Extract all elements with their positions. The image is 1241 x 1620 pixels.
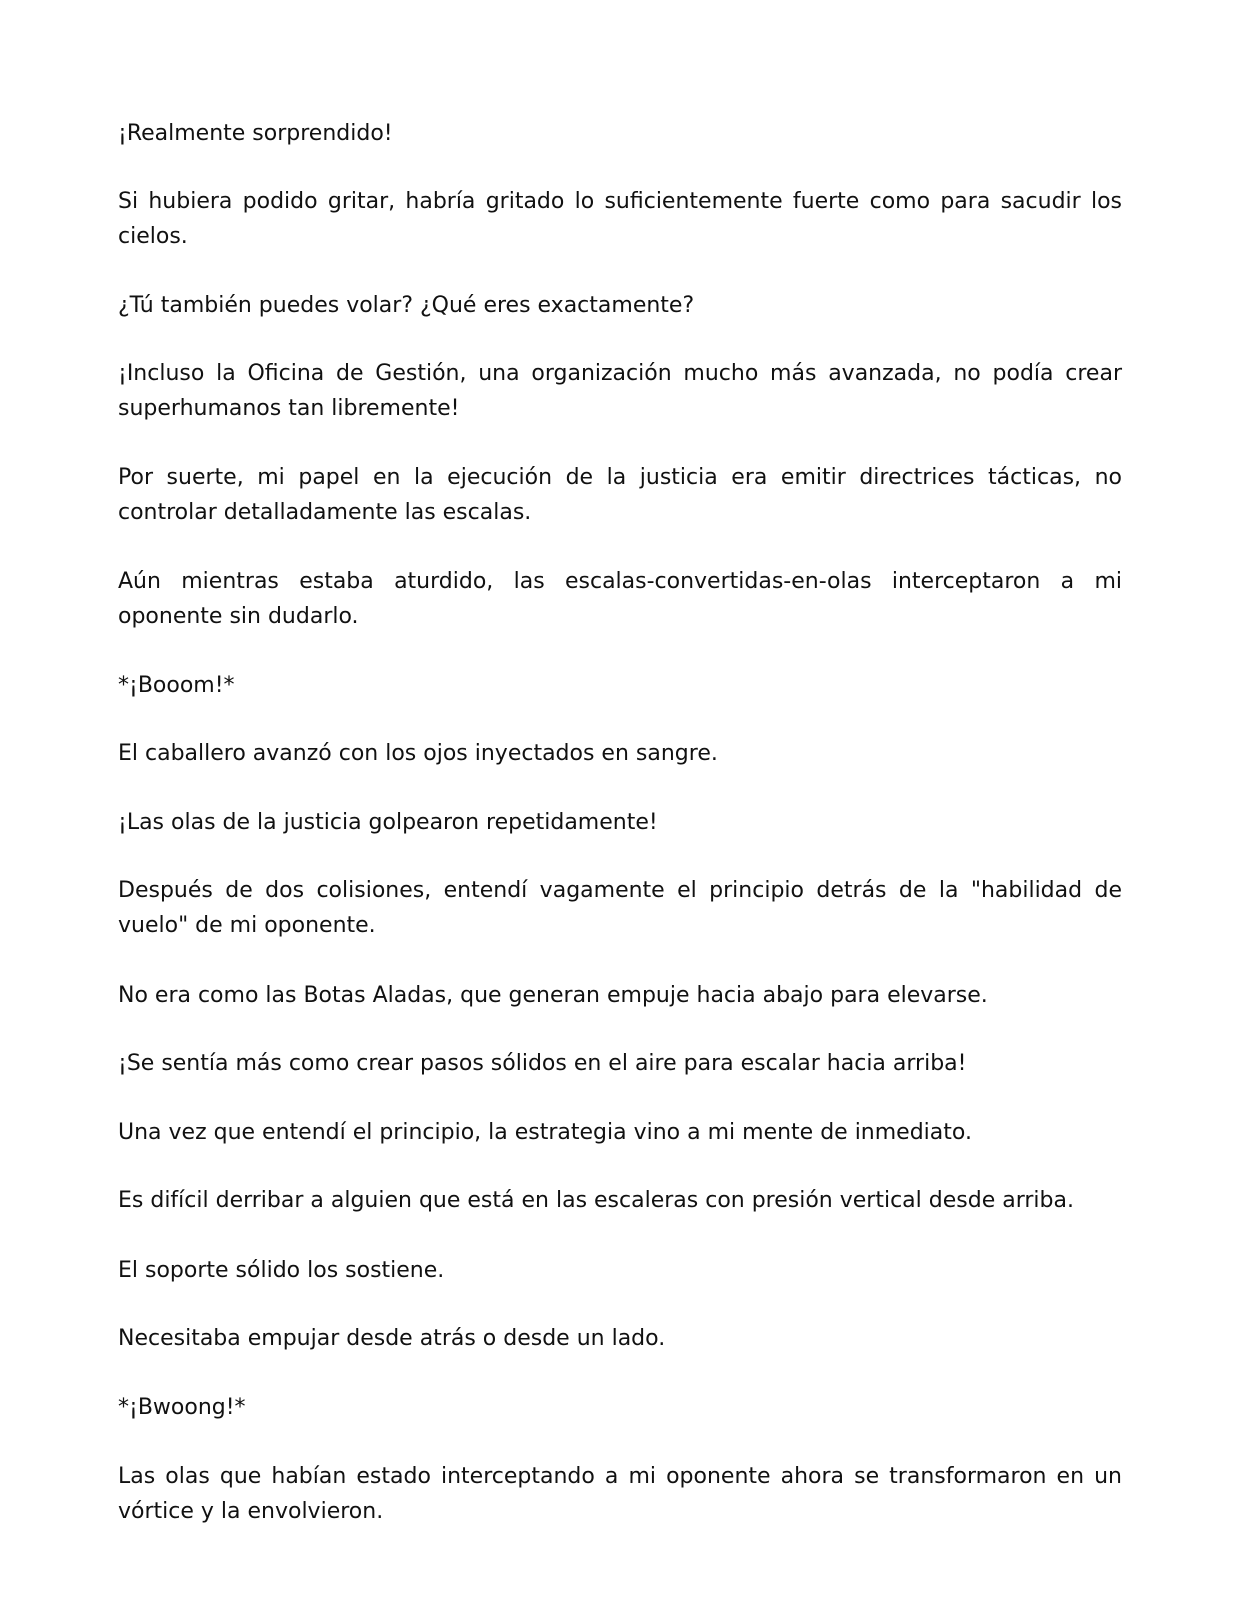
paragraph: ¡Se sentía más como crear pasos sólidos en el aire para escalar hacia arriba! [118,1051,967,1076]
paragraph: Una vez que entendí el principio, la estrategia vino a mi mente de inmediato. [118,1120,972,1145]
paragraph: Después de dos colisiones, entendí vagamente el principio detrás de la "habilidad de vuelo" de mi oponente. [118,878,1122,938]
paragraph: El caballero avanzó con los ojos inyectados en sangre. [118,741,718,766]
paragraph: *¡Booom!* [118,673,235,698]
paragraph: No era como las Botas Aladas, que generan empuje hacia abajo para elevarse. [118,983,988,1008]
paragraph: Necesitaba empujar desde atrás o desde un lado. [118,1326,666,1351]
paragraph: Si hubiera podido gritar, habría gritado lo suficientemente fuerte como para sacudir los cielos. [118,189,1122,249]
paragraph: ¡Las olas de la justicia golpearon repetidamente! [118,810,658,835]
paragraph: ¡Incluso la Oficina de Gestión, una organización mucho más avanzada, no podía crear superhumanos tan libremente! [118,361,1122,421]
paragraph: Es difícil derribar a alguien que está en las escaleras con presión vertical desde arriba. [118,1188,1074,1213]
paragraph: ¡Realmente sorprendido! [118,121,393,146]
paragraph: Aún mientras estaba aturdido, las escalas-convertidas-en-olas interceptaron a mi oponente sin dudarlo. [118,569,1122,629]
paragraph: El soporte sólido los sostiene. [118,1258,445,1283]
paragraph: Por suerte, mi papel en la ejecución de la justicia era emitir directrices tácticas, no controlar detalladamente las escalas. [118,465,1122,525]
paragraph: Las olas que habían estado interceptando a mi oponente ahora se transformaron en un vórtice y la envolvieron. [118,1464,1122,1524]
paragraph: *¡Bwoong!* [118,1395,246,1420]
paragraph: ¿Tú también puedes volar? ¿Qué eres exactamente? [118,293,695,318]
